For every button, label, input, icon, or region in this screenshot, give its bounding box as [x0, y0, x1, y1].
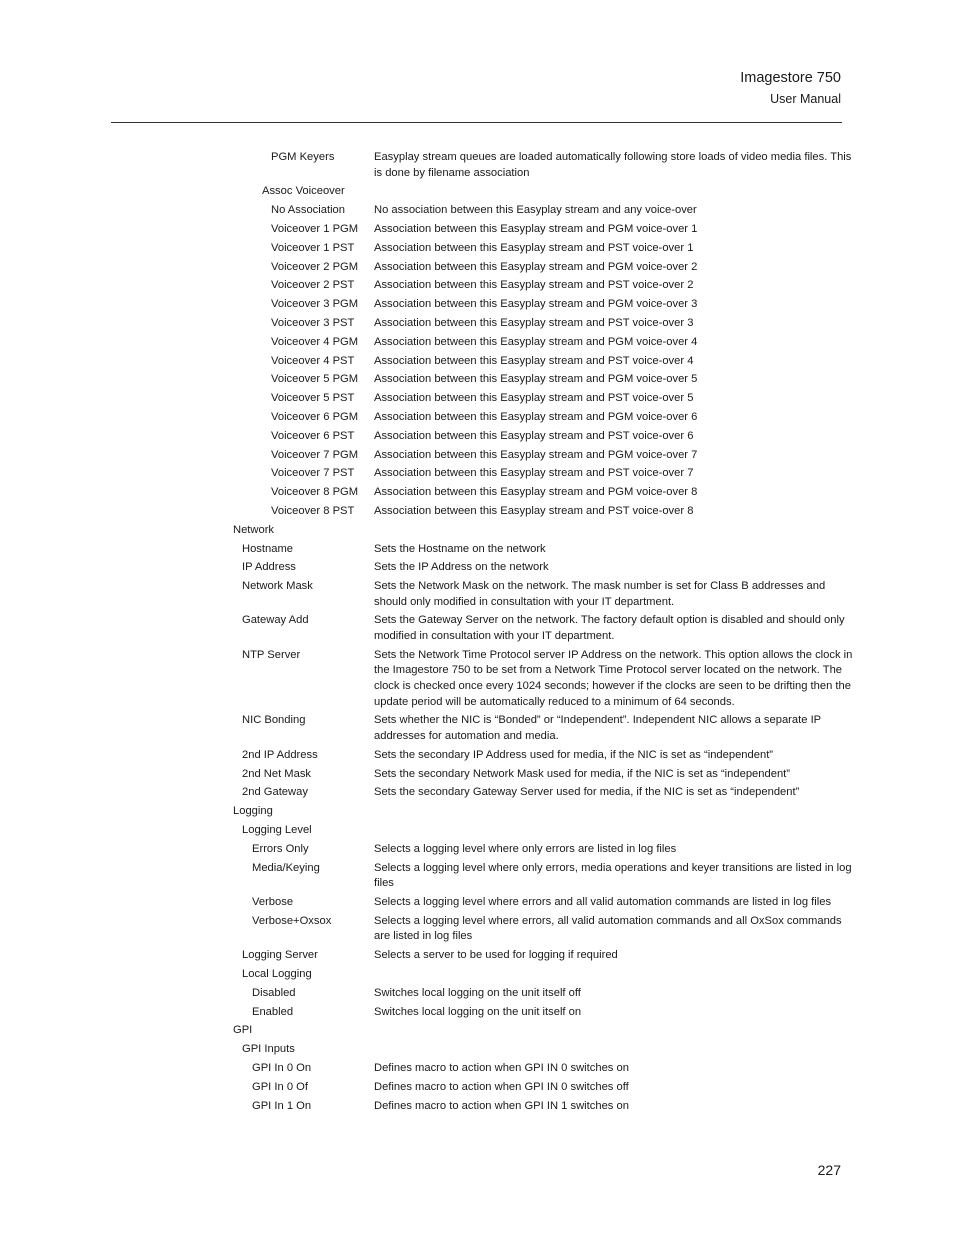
- setting-description: Sets whether the NIC is “Bonded” or “Independent”. Independent NIC allows a separate IP addresses for automation and media.: [374, 714, 821, 743]
- setting-description: Sets the secondary Network Mask used for media, if the NIC is set as “independent”: [374, 767, 790, 780]
- setting-description: Sets the Hostname on the network: [374, 542, 546, 555]
- setting-description: Selects a logging level where errors and all valid automation commands are listed in log files: [374, 895, 832, 908]
- table-row: [0, 1099, 954, 1118]
- setting-name: Voiceover 4 PGM: [271, 335, 359, 348]
- setting-name: GPI In 0 Of: [252, 1080, 308, 1093]
- setting-name: Verbose: [252, 895, 294, 908]
- table-row: [0, 648, 954, 714]
- setting-name: GPI Inputs: [242, 1043, 295, 1056]
- setting-description: Sets the Gateway Server on the network. The factory default option is disabled and should only modified in consultation with your IT department.: [374, 614, 845, 643]
- setting-name: Hostname: [242, 542, 293, 555]
- table-row: [0, 410, 954, 429]
- table-row: [0, 1080, 954, 1099]
- setting-name: Voiceover 5 PGM: [271, 373, 359, 386]
- setting-description: Sets the IP Address on the network: [374, 561, 549, 574]
- setting-description: Association between this Easyplay stream and PGM voice-over 1: [374, 222, 698, 235]
- table-row: [0, 1023, 954, 1042]
- setting-name: GPI In 0 On: [252, 1061, 312, 1074]
- table-row: [0, 466, 954, 485]
- table-row: [0, 823, 954, 842]
- setting-description: Switches local logging on the unit itself off: [374, 986, 581, 999]
- table-row: [0, 391, 954, 410]
- table-row: [0, 767, 954, 786]
- table-row: [0, 1005, 954, 1024]
- setting-description: Association between this Easyplay stream and PST voice-over 8: [374, 504, 694, 517]
- settings-table: [0, 150, 954, 1117]
- table-row: [0, 184, 954, 203]
- table-row: [0, 448, 954, 467]
- setting-name: Voiceover 7 PGM: [271, 448, 359, 461]
- table-row: [0, 260, 954, 279]
- setting-description: Defines macro to action when GPI IN 0 switches off: [374, 1080, 629, 1093]
- setting-name: Enabled: [252, 1005, 294, 1018]
- setting-description: [374, 523, 856, 542]
- table-row: [0, 861, 954, 895]
- setting-name: Logging Server: [242, 949, 318, 962]
- setting-description: [374, 1042, 856, 1061]
- setting-name: Voiceover 2 PST: [271, 279, 355, 292]
- table-row: [0, 895, 954, 914]
- setting-name: Voiceover 6 PST: [271, 429, 355, 442]
- setting-description: Selects a logging level where only errors, media operations and keyer transitions are listed in log files: [374, 861, 852, 890]
- setting-name: Network: [233, 523, 275, 536]
- setting-name: Voiceover 1 PST: [271, 241, 355, 254]
- setting-description: Sets the secondary Gateway Server used for media, if the NIC is set as “independent”: [374, 786, 800, 799]
- setting-description: No association between this Easyplay stream and any voice-over: [374, 204, 697, 217]
- table-row: [0, 560, 954, 579]
- table-row: [0, 579, 954, 613]
- table-row: [0, 986, 954, 1005]
- setting-name: Errors Only: [252, 842, 309, 855]
- setting-description: Association between this Easyplay stream and PST voice-over 7: [374, 467, 694, 480]
- setting-name: GPI: [233, 1024, 253, 1037]
- setting-name: NTP Server: [242, 648, 301, 661]
- setting-name: Logging Level: [242, 823, 312, 836]
- table-row: [0, 297, 954, 316]
- table-row: [0, 713, 954, 747]
- setting-description: Association between this Easyplay stream and PGM voice-over 8: [374, 486, 698, 499]
- setting-description: Selects a logging level where only errors are listed in log files: [374, 842, 677, 855]
- table-row: [0, 948, 954, 967]
- setting-name: NIC Bonding: [242, 714, 306, 727]
- table-row: [0, 372, 954, 391]
- table-row: [0, 335, 954, 354]
- setting-description: Defines macro to action when GPI IN 0 switches on: [374, 1061, 629, 1074]
- setting-description: Association between this Easyplay stream and PGM voice-over 6: [374, 410, 698, 423]
- setting-name: Voiceover 8 PST: [271, 504, 355, 517]
- table-row: [0, 241, 954, 260]
- setting-description: Sets the Network Mask on the network. The mask number is set for Class B addresses and should only modified in consultation with your IT department.: [374, 580, 826, 608]
- setting-name: Voiceover 1 PGM: [271, 222, 359, 235]
- setting-name: Voiceover 4 PST: [271, 354, 355, 367]
- setting-description: Switches local logging on the unit itself on: [374, 1005, 582, 1018]
- setting-description: Defines macro to action when GPI IN 1 switches on: [374, 1099, 629, 1112]
- setting-name: Voiceover 8 PGM: [271, 486, 359, 499]
- setting-description: Association between this Easyplay stream and PST voice-over 3: [374, 316, 694, 329]
- setting-name: No Association: [271, 204, 346, 217]
- table-row: [0, 354, 954, 373]
- setting-description: Association between this Easyplay stream and PGM voice-over 3: [374, 298, 698, 311]
- setting-description: Selects a logging level where errors, all valid automation commands and all OxSox commands are listed in log files: [374, 914, 842, 943]
- header-title: Imagestore 750: [740, 70, 841, 86]
- setting-description: Association between this Easyplay stream and PGM voice-over 4: [374, 335, 698, 348]
- setting-name: Media/Keying: [252, 861, 320, 874]
- setting-description: [374, 1023, 856, 1042]
- table-row: [0, 842, 954, 861]
- setting-name: Voiceover 6 PGM: [271, 410, 359, 423]
- setting-description: [374, 804, 856, 823]
- setting-name: Local Logging: [242, 967, 312, 980]
- setting-name: Disabled: [252, 986, 296, 999]
- setting-name: Voiceover 3 PGM: [271, 298, 359, 311]
- table-row: [0, 748, 954, 767]
- setting-description: [374, 823, 856, 842]
- setting-description: [374, 967, 856, 986]
- setting-name: IP Address: [242, 561, 296, 574]
- table-row: [0, 485, 954, 504]
- setting-name: 2nd IP Address: [242, 748, 318, 761]
- setting-name: Logging: [233, 805, 273, 818]
- setting-name: Network Mask: [242, 580, 313, 593]
- table-row: [0, 316, 954, 335]
- setting-name: Gateway Add: [242, 614, 309, 627]
- table-row: [0, 150, 954, 184]
- table-row: [0, 914, 954, 948]
- table-row: [0, 804, 954, 823]
- table-row: [0, 542, 954, 561]
- setting-name: Verbose+Oxsox: [252, 914, 332, 927]
- header-subtitle: User Manual: [770, 92, 841, 106]
- table-row: [0, 785, 954, 804]
- page-number: 227: [817, 1162, 841, 1178]
- table-row: [0, 1061, 954, 1080]
- setting-name: 2nd Net Mask: [242, 767, 312, 780]
- setting-name: 2nd Gateway: [242, 786, 308, 799]
- setting-description: Sets the Network Time Protocol server IP Address on the network. This option allows the clock in the Imagestore 750 to be set from a Network Time Protocol server located on the network. The clock is checked once every 1024 seconds; however if the clocks are seen to be drifting then the update period will be automatically reduced to a minimum of 64 seconds.: [374, 648, 853, 708]
- table-row: [0, 613, 954, 647]
- setting-name: GPI In 1 On: [252, 1099, 312, 1112]
- table-row: [0, 967, 954, 986]
- table-row: [0, 504, 954, 523]
- setting-description: Association between this Easyplay stream and PST voice-over 4: [374, 354, 694, 367]
- setting-description: Sets the secondary IP Address used for media, if the NIC is set as “independent”: [374, 748, 774, 761]
- setting-description: Association between this Easyplay stream and PST voice-over 6: [374, 429, 694, 442]
- table-row: [0, 278, 954, 297]
- setting-description: [374, 184, 856, 203]
- table-row: [0, 523, 954, 542]
- header-rule: [111, 122, 842, 123]
- setting-description: Association between this Easyplay stream and PST voice-over 1: [374, 241, 694, 254]
- setting-description: Association between this Easyplay stream and PGM voice-over 7: [374, 448, 698, 461]
- setting-description: Easyplay stream queues are loaded automatically following store loads of video media files. This is done by filename association: [374, 151, 852, 179]
- setting-name: PGM Keyers: [271, 151, 335, 163]
- setting-description: Selects a server to be used for logging if required: [374, 949, 618, 962]
- setting-name: Voiceover 3 PST: [271, 316, 355, 329]
- table-row: [0, 222, 954, 241]
- setting-name: Assoc Voiceover: [262, 185, 345, 198]
- setting-name: Voiceover 2 PGM: [271, 260, 359, 273]
- setting-description: Association between this Easyplay stream and PST voice-over 5: [374, 392, 694, 405]
- table-row: [0, 1042, 954, 1061]
- setting-name: Voiceover 7 PST: [271, 467, 355, 480]
- table-row: [0, 203, 954, 222]
- setting-description: Association between this Easyplay stream and PST voice-over 2: [374, 279, 694, 292]
- table-row: [0, 429, 954, 448]
- setting-description: Association between this Easyplay stream and PGM voice-over 5: [374, 373, 698, 386]
- setting-name: Voiceover 5 PST: [271, 392, 355, 405]
- setting-description: Association between this Easyplay stream and PGM voice-over 2: [374, 260, 698, 273]
